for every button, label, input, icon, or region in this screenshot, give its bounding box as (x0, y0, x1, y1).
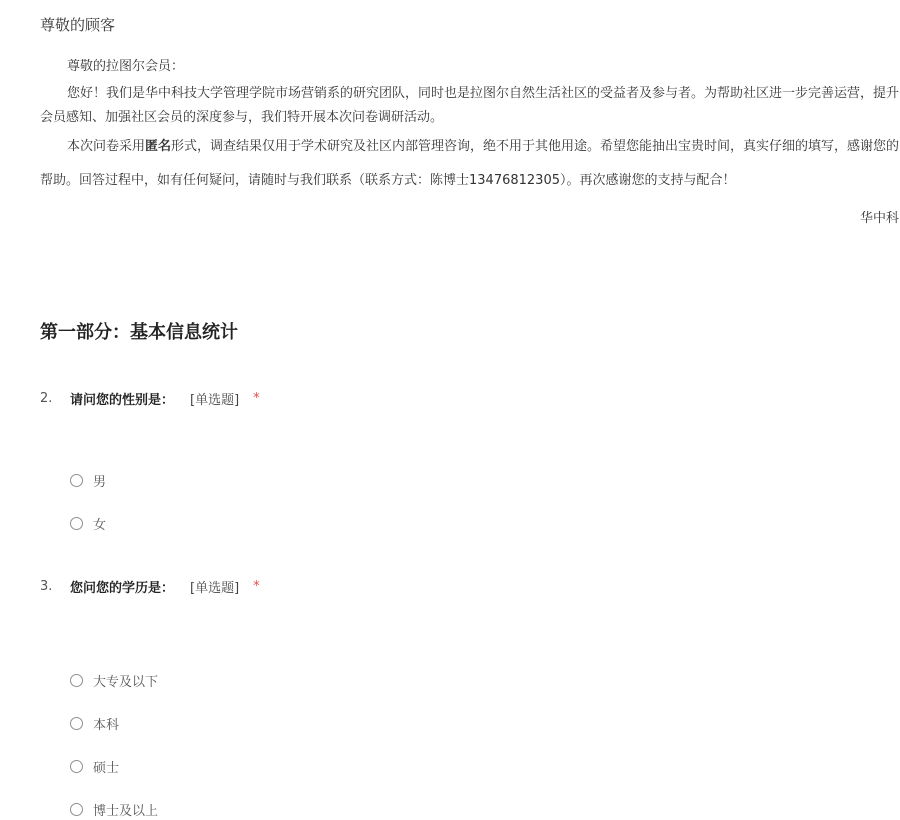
question-type: [单选题] (190, 580, 240, 596)
radio-button-icon[interactable] (70, 803, 83, 816)
question-number: 2. (40, 390, 53, 406)
option-label: 大专及以下 (93, 674, 159, 690)
option-label: 男 (93, 474, 107, 490)
question-education (40, 574, 880, 819)
question-header (40, 386, 880, 410)
question-type: [单选题] (190, 392, 240, 408)
option-college-or-below[interactable] (70, 669, 158, 691)
option-phd-or-above[interactable] (70, 798, 158, 820)
option-label: 女 (93, 517, 107, 533)
required-mark: * (253, 578, 260, 594)
intro-paragraph-2 (40, 130, 900, 198)
option-label: 博士及以上 (93, 803, 159, 819)
intro-paragraph-2-end: 形式，调查结果仅用于学术研究及社区内部管理咨询，绝不用于其他用途。希望您能抽出宝贵时间，真实仔细的填写，感谢您的帮助。回答过程中，如有任何疑问，请随时与我们联系（联系方式：陈博士13476812305）。再次感谢您的支持与配合！ (40, 139, 900, 188)
option-male[interactable] (70, 469, 106, 491)
option-bachelor[interactable] (70, 712, 119, 734)
survey-intro (40, 56, 900, 198)
intro-anonymous-emphasis: 匿名 (145, 139, 172, 154)
section-title: 第一部分：基本信息统计 (40, 322, 238, 343)
option-master[interactable] (70, 755, 119, 777)
intro-signature: 华中科 (860, 211, 900, 226)
intro-paragraph-1: 您好！我们是华中科技大学管理学院市场营销系的研究团队，同时也是拉图尔自然生活社区的受益者及参与者。为帮助社区进一步完善运营，提升会员感知、加强社区会员的深度参与，我们特开展本次问卷调研活动。 (40, 86, 900, 125)
radio-button-icon[interactable] (70, 760, 83, 773)
intro-paragraph-2-start: 本次问卷采用 (67, 139, 146, 154)
question-text: 您问您的学历是： (70, 580, 175, 596)
radio-button-icon[interactable] (70, 717, 83, 730)
option-female[interactable] (70, 512, 106, 534)
radio-button-icon[interactable] (70, 474, 83, 487)
question-gender (40, 386, 880, 533)
question-number: 3. (40, 578, 53, 594)
radio-button-icon[interactable] (70, 517, 83, 530)
question-text: 请问您的性别是： (70, 392, 175, 408)
option-label: 本科 (93, 717, 120, 733)
question-header (40, 574, 880, 598)
intro-greeting: 尊敬的拉图尔会员： (67, 59, 185, 74)
survey-title: 尊敬的顾客 (40, 16, 116, 34)
required-mark: * (253, 390, 260, 406)
radio-button-icon[interactable] (70, 674, 83, 687)
option-label: 硕士 (93, 760, 120, 776)
